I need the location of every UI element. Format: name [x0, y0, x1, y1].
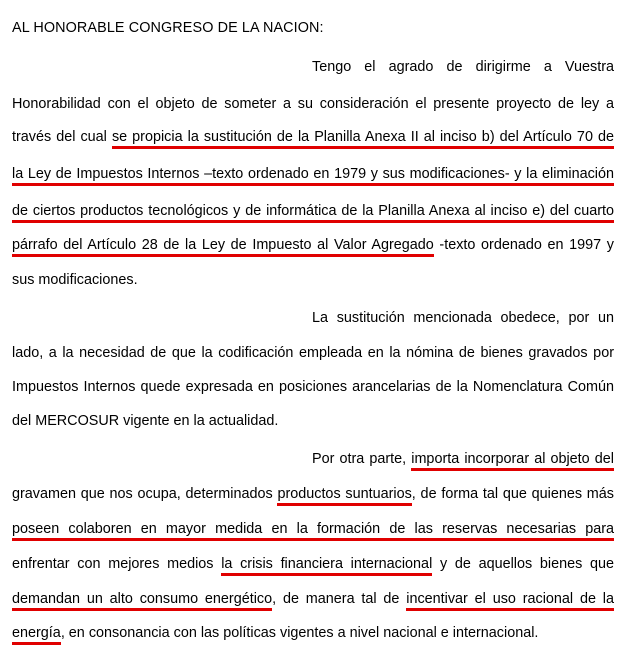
text-line [12, 202, 614, 222]
underlined-text: importa incorporar al objeto del [411, 451, 614, 471]
text-run: , de manera tal de [272, 591, 407, 607]
underlined-text: de ciertos productos tecnológicos y de informática de la Planilla Anexa al inciso e) del cuarto [12, 203, 614, 223]
text-line [12, 624, 614, 644]
text-run: Impuestos Internos quede expresada en posiciones arancelarias de la Nomenclatura Común [12, 379, 614, 395]
text-line [12, 236, 614, 256]
text-line [12, 378, 614, 398]
text-line [12, 128, 614, 148]
text-line [12, 344, 614, 364]
text-line [12, 58, 614, 78]
text-run: lado, a la necesidad de que la codificación empleada en la nómina de bienes gravados por [12, 345, 614, 361]
underlined-text: la Ley de Impuestos Internos –texto ordenado en 1979 y sus modificaciones- y la eliminación [12, 166, 614, 186]
text-line [12, 590, 614, 610]
text-line [12, 520, 614, 540]
text-line [12, 271, 614, 291]
underlined-text: se propicia la sustitución de la Planilla Anexa II al inciso b) del Artículo 70 de [112, 129, 614, 149]
text-line [12, 412, 614, 432]
underlined-text: incentivar el uso racional de la [406, 591, 614, 611]
text-run: -texto ordenado en 1997 y [433, 237, 614, 253]
text-run: través del cual [12, 129, 112, 145]
underlined-text: poseen colaboren en mayor medida en la formación de las reservas necesarias para [12, 521, 614, 541]
text-run: La sustitución mencionada obedece, por un [312, 310, 614, 326]
text-run: sus modificaciones. [12, 272, 138, 288]
underlined-text: energía [12, 625, 61, 645]
text-line [12, 485, 614, 505]
underlined-text: demandan un alto consumo energético [12, 591, 272, 611]
text-run: Por otra parte, [312, 451, 412, 467]
text-run: , de forma tal que quienes más [411, 486, 614, 502]
text-line [12, 450, 614, 470]
underlined-text: párrafo del Artículo 28 de la Ley de Impuesto al Valor Agregado [12, 237, 434, 257]
text-line [12, 555, 614, 575]
text-run: enfrentar con mejores medios [12, 556, 222, 572]
text-run: y de aquellos bienes que [432, 556, 614, 572]
text-run: Tengo el agrado de dirigirme a Vuestra [312, 59, 614, 75]
document-heading: AL HONORABLE CONGRESO DE LA NACION: [12, 20, 324, 36]
text-run: Honorabilidad con el objeto de someter a su consideración el presente proyecto de ley a [12, 96, 614, 112]
text-line [12, 165, 614, 185]
underlined-text: productos suntuarios [277, 486, 411, 506]
text-run: , en consonancia con las políticas vigentes a nivel nacional e internacional. [60, 625, 539, 641]
text-run: del MERCOSUR vigente en la actualidad. [12, 413, 279, 429]
text-line [12, 309, 614, 329]
underlined-text: la crisis financiera internacional [221, 556, 432, 576]
text-run: gravamen que nos ocupa, determinados [12, 486, 278, 502]
text-line [12, 95, 614, 115]
